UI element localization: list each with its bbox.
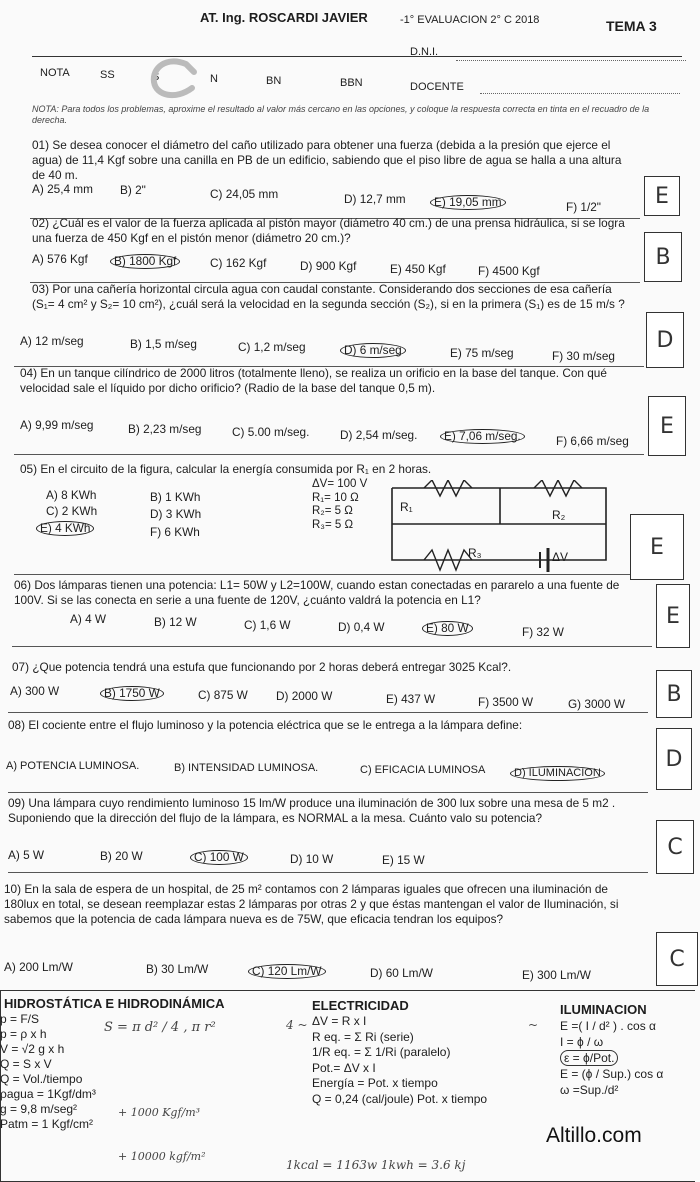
- q07-option-d[interactable]: D) 2000 W: [276, 689, 333, 703]
- formula-hydrostatic: p = ρ x h: [0, 1027, 47, 1041]
- q10-option-a[interactable]: A) 200 Lm/W: [4, 960, 73, 974]
- exam-label: -1° EVALUACION 2° C 2018: [400, 14, 540, 26]
- formula-series: R eq. = Σ Ri (serie): [312, 1029, 414, 1044]
- q05-option-b[interactable]: B) 1 KWh: [150, 490, 201, 504]
- question-07-text: 07) ¿Que potencia tendrá una estufa que funcionando por 2 horas deberá entregar 3025 Kcal?.: [12, 660, 512, 674]
- q01-option-f[interactable]: F) 1/2": [566, 200, 601, 214]
- q08-option-a[interactable]: A) POTENCIA LUMINOSA.: [6, 760, 140, 772]
- q09-option-e[interactable]: E) 15 W: [382, 853, 425, 867]
- q04-option-c[interactable]: C) 5.00 m/seg.: [232, 425, 310, 439]
- dni-label: D.N.I.: [410, 46, 439, 58]
- q07-answer-box[interactable]: B: [656, 670, 692, 718]
- watermark-logo: Altillo.com: [546, 1124, 642, 1147]
- formula-illuminance: E =( I / d² ) . cos α: [560, 1019, 656, 1033]
- q03-option-d-selected: D) 6 m/seg: [340, 343, 406, 358]
- q01-option-d[interactable]: D) 12,7 mm: [344, 192, 406, 206]
- formula-torricelli: V = √2 g x h: [0, 1042, 65, 1056]
- q02-option-b[interactable]: [110, 254, 180, 269]
- divider: [14, 454, 644, 455]
- formula-parallel: 1/R eq. = Σ 1/Ri (paralelo): [312, 1045, 451, 1059]
- formula-pressure: p = F/S: [0, 1012, 40, 1026]
- grade-n: N: [210, 73, 218, 85]
- q01-option-a[interactable]: A) 25,4 mm: [32, 182, 93, 196]
- question-03-text: 03) Por una cañería horizontal circula agua con caudal constante. Considerando dos secciones de esa cañería (S₁= 4 cm² y S₂= 10 cm²), ¿cuál será la velocidad en la segunda sección (S₂), si en la primera (S₁) es de 15 m/s ?: [32, 282, 625, 311]
- q04-option-b[interactable]: B) 2,23 m/seg: [128, 422, 202, 436]
- divider: [8, 792, 648, 793]
- grade-s: S: [152, 71, 160, 83]
- instructions-note: NOTA: Para todos los problemas, aproxime el resultado al valor más cercano en las opciones, y coloque la respuesta correcta en tinta en el recuadro de la derecha.: [32, 104, 650, 125]
- q10-option-c-selected: C) 120 Lm/W: [248, 964, 326, 979]
- handwritten-kcal-note: 1kcal = 1163w 1kwh = 3.6 kj: [286, 1158, 466, 1172]
- q06-answer-box[interactable]: E: [656, 584, 690, 648]
- q01-option-c[interactable]: C) 24,05 mm: [210, 187, 279, 201]
- circuit-label-dv: ΔV: [552, 550, 569, 564]
- formula-patm: Patm = 1 Kgf/cm²: [0, 1117, 94, 1131]
- formula-rho-water: ρagua = 1Kgf/dm³: [0, 1087, 96, 1101]
- ilum-title: ILUMINACION: [560, 1002, 647, 1017]
- q05-option-c[interactable]: C) 2 KWh: [46, 504, 98, 518]
- q08-answer-box[interactable]: D: [656, 728, 692, 790]
- question-05-text: 05) En el circuito de la figura, calcular la energía consumida por R₁ en 2 horas.: [20, 462, 432, 476]
- circuit-label-r3: R₃: [468, 546, 482, 560]
- handwritten-rho-note: + 1000 Kgf/m³: [118, 1106, 201, 1119]
- circuit-r1: R₁= 10 Ω: [312, 491, 359, 504]
- ilum-formulas: [560, 1018, 663, 1098]
- q02-option-e[interactable]: E) 450 Kgf: [390, 262, 446, 276]
- q04-option-e[interactable]: [440, 429, 525, 444]
- formula-flow: Q = S x V: [0, 1057, 52, 1071]
- divider: [8, 872, 648, 873]
- q08-option-d-selected: D) ILUMINACION: [510, 766, 605, 781]
- q07-option-g[interactable]: G) 3000 W: [568, 697, 626, 711]
- q09-answer-box[interactable]: C: [656, 820, 694, 874]
- formula-intensity: I = ϕ / ω: [560, 1035, 604, 1049]
- q07-option-b-selected: B) 1750 W: [100, 686, 164, 701]
- q02-option-b-selected: B) 1800 Kgf: [110, 254, 180, 269]
- q08-option-b[interactable]: B) INTENSIDAD LUMINOSA.: [174, 762, 319, 774]
- grade-row: [32, 56, 682, 105]
- question-10-text: 10) En la sala de espera de un hospital, de 25 m² contamos con 2 lámparas iguales que ofrecen una iluminación de 180lux en total, se desean reemplazar estas 2 lámparas por otras 2 y que éstas mantengan el valor de Iluminación, si sabemos que la potencia de cada lámpara nueva es de 75W, que eficacia tendran los equipos?: [4, 882, 619, 926]
- q02-option-c[interactable]: C) 162 Kgf: [210, 256, 267, 270]
- q09-option-b[interactable]: B) 20 W: [100, 849, 143, 863]
- q01-answer-box[interactable]: E: [644, 176, 680, 216]
- q03-option-d[interactable]: [340, 343, 406, 358]
- q07-option-a[interactable]: A) 300 W: [10, 684, 60, 698]
- teacher-title: AT. Ing. ROSCARDI JAVIER: [200, 10, 368, 25]
- q07-option-e[interactable]: E) 437 W: [386, 692, 436, 706]
- q02-option-f[interactable]: F) 4500 Kgf: [478, 264, 540, 278]
- q09-option-a[interactable]: A) 5 W: [8, 848, 45, 862]
- q06-option-d[interactable]: D) 0,4 W: [338, 620, 385, 634]
- q03-option-f[interactable]: F) 30 m/seg: [552, 349, 615, 363]
- grade-mark-scribble: [146, 54, 202, 104]
- q06-option-c[interactable]: C) 1,6 W: [244, 618, 291, 632]
- formula-illuminance-flux: E = (ϕ / Sup.) cos α: [560, 1067, 664, 1081]
- q03-option-a[interactable]: A) 12 m/seg: [20, 334, 84, 348]
- q10-option-d[interactable]: D) 60 Lm/W: [370, 966, 433, 980]
- q03-option-e[interactable]: E) 75 m/seg: [450, 346, 514, 360]
- handwritten-ilum-scribble: ~: [528, 1018, 539, 1032]
- formula-efficacy-circled: ε = ϕ/Pot.: [560, 1050, 618, 1066]
- q05-option-d[interactable]: D) 3 KWh: [150, 507, 202, 521]
- q04-option-d[interactable]: D) 2,54 m/seg.: [340, 428, 418, 442]
- q05-option-a[interactable]: A) 8 KWh: [46, 488, 97, 502]
- q10-option-c[interactable]: [248, 964, 326, 979]
- formula-gravity: g = 9,8 m/seg²: [0, 1102, 78, 1116]
- question-01-text: 01) Se desea conocer el diámetro del caño utilizado para obtener una fuerza (debida a la presión que ejerce el agua) de 11,4 Kgf sobre una canilla en PB de un edificio, sabiendo que el piso libre de agua se halla a una altura de 40 m.: [32, 138, 622, 182]
- q09-option-c-selected: C) 100 W: [190, 850, 248, 865]
- circuit-r2: R₂= 5 Ω: [312, 505, 353, 517]
- elec-title: ELECTRICIDAD: [312, 998, 409, 1013]
- handwritten-elec-scribble: 4 ~: [286, 1018, 308, 1032]
- hidro-formulas: [0, 1012, 96, 1132]
- hidro-title: HIDROSTÁTICA E HIDRODINÁMICA: [4, 996, 225, 1011]
- circuit-diagram: [384, 480, 614, 572]
- formula-joule: Q = 0,24 (cal/joule) Pot. x tiempo: [312, 1091, 488, 1106]
- q03-option-c[interactable]: C) 1,2 m/seg: [238, 340, 306, 354]
- formula-efficacy: [560, 1050, 663, 1066]
- q10-option-e[interactable]: E) 300 Lm/W: [522, 968, 591, 982]
- q07-option-c[interactable]: C) 875 W: [198, 688, 248, 702]
- q05-answer-box[interactable]: E: [630, 514, 684, 580]
- q04-answer-box[interactable]: E: [648, 396, 686, 456]
- docente-label: DOCENTE: [410, 81, 464, 93]
- divider: [12, 646, 652, 647]
- divider: [8, 712, 648, 713]
- question-04-text: 04) En un tanque cilíndrico de 2000 litros (totalmente lleno), se realiza un orificio en la base del tanque. Con qué velocidad sale el líquido por dicho orificio? (Radio de la base del tanque 0,5 m).: [20, 366, 607, 395]
- circuit-label-r2: R₂: [552, 508, 566, 522]
- q08-option-d[interactable]: [510, 766, 605, 781]
- formula-power: Pot.= ΔV x I: [312, 1060, 376, 1075]
- q05-option-f[interactable]: F) 6 KWh: [150, 525, 200, 539]
- docente-field[interactable]: [480, 93, 680, 94]
- q02-option-d[interactable]: D) 900 Kgf: [300, 259, 357, 273]
- q02-option-a[interactable]: A) 576 Kgf: [32, 252, 88, 266]
- circuit-dv: ΔV= 100 V: [312, 478, 368, 490]
- formula-flow-volume: Q = Vol./tiempo: [0, 1072, 83, 1086]
- q06-option-f[interactable]: F) 32 W: [522, 625, 564, 639]
- q09-option-d[interactable]: D) 10 W: [290, 852, 334, 866]
- q01-option-e-selected: E) 19,05 mm: [430, 195, 506, 210]
- q04-option-a[interactable]: A) 9,99 m/seg: [20, 418, 94, 432]
- q03-option-b[interactable]: B) 1,5 m/seg: [130, 337, 197, 351]
- q04-option-e-selected: E) 7,06 m/seg.: [440, 429, 525, 444]
- grade-nota: NOTA: [40, 67, 70, 79]
- q05-option-e[interactable]: [36, 521, 94, 536]
- q01-option-b[interactable]: B) 2": [120, 183, 146, 197]
- q08-option-c[interactable]: C) EFICACIA LUMINOSA: [360, 764, 486, 776]
- circuit-r3: R₃= 5 Ω: [312, 518, 354, 531]
- q04-option-f[interactable]: F) 6,66 m/seg: [556, 434, 629, 448]
- handwritten-patm-note: + 10000 kgf/m²: [118, 1150, 206, 1163]
- formula-energy: Energía = Pot. x tiempo: [312, 1076, 438, 1090]
- q10-option-b[interactable]: B) 30 Lm/W: [146, 962, 209, 976]
- q10-answer-box[interactable]: C: [656, 932, 698, 986]
- formula-solid-angle: ω =Sup./d²: [560, 1083, 619, 1097]
- grade-ss: SS: [100, 69, 115, 81]
- handwritten-area-note: S = π d² / 4 , π r²: [104, 1020, 216, 1035]
- circuit-values: [312, 478, 367, 532]
- tema-label: TEMA 3: [606, 18, 657, 34]
- circuit-label-r1: R₁: [400, 500, 413, 514]
- q05-option-e-selected: E) 4 KWh: [36, 521, 94, 536]
- question-08-text: 08) El cociente entre el flujo luminoso y la potencia eléctrica que se le entrega a la lámpara define:: [8, 718, 523, 732]
- grade-bn: BN: [266, 75, 282, 87]
- q01-option-e[interactable]: [430, 195, 506, 210]
- q06-option-b[interactable]: B) 12 W: [154, 615, 197, 629]
- q07-option-b[interactable]: [100, 686, 164, 701]
- q09-option-c[interactable]: [190, 850, 248, 865]
- question-09-text: 09) Una lámpara cuyo rendimiento luminoso 15 lm/W produce una iluminación de 300 lux sobre una mesa de 5 m2 . Suponiendo que la dirección del flujo de la lámpara, es NORMAL a la mesa. Cuánto valo su potencia?: [8, 796, 616, 825]
- q06-option-e-selected: E) 80 W: [422, 621, 473, 636]
- grade-bbn: BBN: [340, 77, 363, 89]
- formula-ohm: ΔV = R x I: [312, 1014, 367, 1028]
- divider: [14, 574, 630, 575]
- elec-formulas: [312, 1014, 487, 1107]
- question-02-text: 02) ¿Cuál es el valor de la fuerza aplicada al pistón mayor (diámetro 40 cm.) de una prensa hidráulica, si se logra una fuerza de 450 Kgf en el pistón menor (diámetro 20 cm.)?: [32, 216, 625, 245]
- q07-option-f[interactable]: F) 3500 W: [478, 695, 534, 709]
- q06-option-e[interactable]: [422, 621, 473, 636]
- q02-answer-box[interactable]: B: [644, 232, 682, 282]
- q06-option-a[interactable]: A) 4 W: [70, 612, 107, 626]
- q03-answer-box[interactable]: D: [646, 312, 684, 368]
- question-06-text: 06) Dos lámparas tienen una potencia: L1= 50W y L2=100W, cuando estan conectadas en pararelo a una fuente de 100V. Si se las conecta en serie a una fuente de 120V, ¿cuánto valdrá la potencia en L1?: [14, 578, 620, 607]
